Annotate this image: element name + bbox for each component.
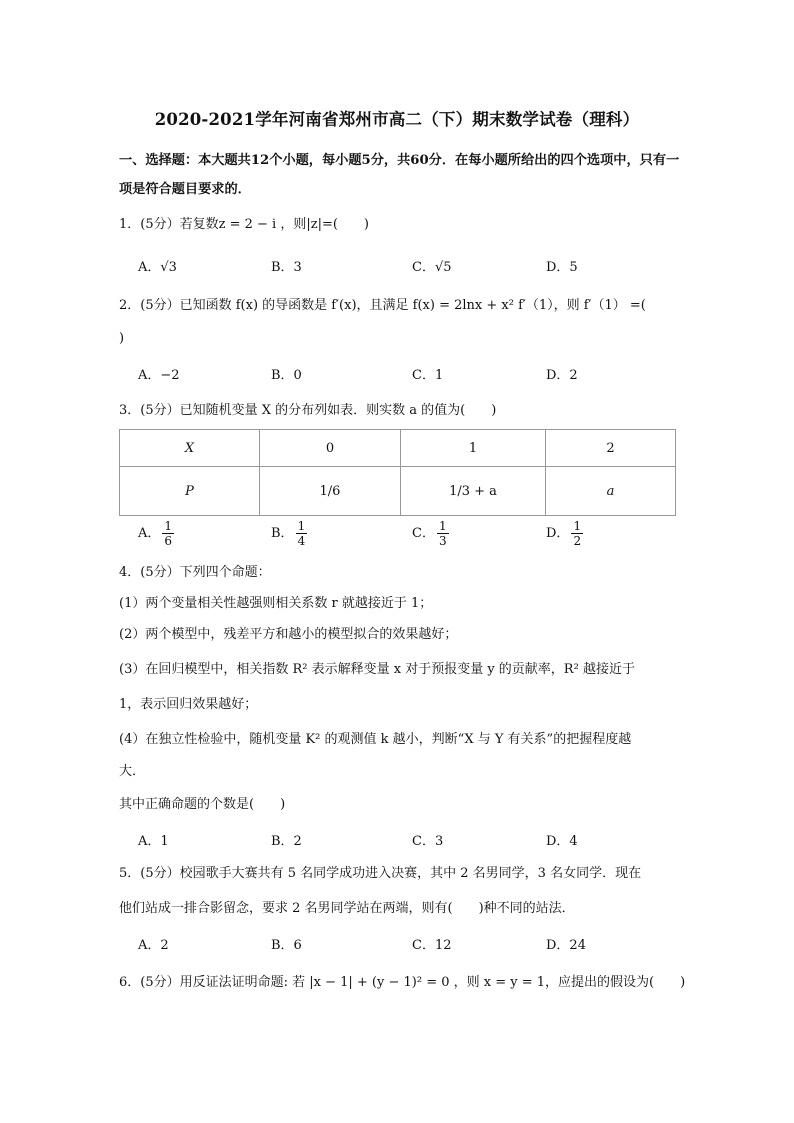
q4-question: 其中正确命题的个数是( ) <box>119 797 286 812</box>
q4-option-d: D．4 <box>546 834 578 849</box>
question-3-options <box>138 519 698 548</box>
table-row <box>120 467 676 516</box>
q1-option-c: C．√5 <box>412 260 452 275</box>
section-heading: 一、选择题：本大题共12个小题，每小题5分，共60分．在每小题所给出的四个选项中，只有一项是符合题目要求的． <box>119 153 680 197</box>
question-1-options <box>138 256 698 274</box>
q5-option-b: B．6 <box>271 938 302 953</box>
q4-statement-2: (2）两个模型中，残差平方和越小的模型拟合的效果越好； <box>119 627 458 642</box>
q4-statement-3: (3）在回归模型中，相关指数 R² 表示解释变量 x 对于预报变量 y 的贡献率，R² 越接近于 <box>119 662 635 677</box>
question-4-options <box>138 830 698 848</box>
q1-option-d: D．5 <box>546 260 578 275</box>
q3-option-c: C． $\frac{1}{3}$ <box>412 519 447 548</box>
question-2-stem-cont: ) <box>119 331 125 346</box>
table-cell: 0 <box>260 430 401 467</box>
q4-statement-4-cont: 大． <box>119 764 146 779</box>
table-cell: 2 <box>546 430 676 467</box>
question-5-stem-cont: 他们站成一排合影留念，要求 2 名男同学站在两端，则有( )种不同的站法． <box>119 901 575 916</box>
table-row <box>120 430 676 467</box>
q3-option-a: A． $\frac{1}{6}$ <box>138 519 173 548</box>
q2-option-a: A．−2 <box>138 368 180 383</box>
exam-title: 2020-2021学年河南省郑州市高二（下）期末数学试卷（理科） <box>154 110 640 129</box>
table-cell: a <box>546 467 676 516</box>
q5-option-d: D．24 <box>546 938 586 953</box>
q4-option-c: C．3 <box>412 834 444 849</box>
table-cell: 1/3 + a <box>401 467 546 516</box>
q5-option-a: A．2 <box>138 938 169 953</box>
question-6-stem: 6．(5分）用反证法证明命题: 若 |x − 1| + (y − 1)² = 0 ，则 x = y = 1，应提出的假设为( ) <box>119 975 686 990</box>
question-1-stem: 1．(5分）若复数z = 2 − i ，则|z|=( ) <box>119 217 369 232</box>
q1-option-b: B．3 <box>271 260 302 275</box>
distribution-table <box>119 429 676 516</box>
q2-option-d: D．2 <box>546 368 578 383</box>
q3-option-b: B． $\frac{1}{4}$ <box>271 519 306 548</box>
q4-option-a: A．1 <box>138 834 169 849</box>
question-4-stem: 4．(5分）下列四个命题： <box>119 565 271 580</box>
question-3-stem: 3．(5分）已知随机变量 X 的分布列如表．则实数 a 的值为( ) <box>119 403 497 418</box>
q5-option-c: C．12 <box>412 938 452 953</box>
q1-option-a: A．√3 <box>138 260 177 275</box>
q4-statement-1: (1）两个变量相关性越强则相关系数 r 就越接近于 1； <box>119 596 433 611</box>
q4-statement-3-cont: 1，表示回归效果越好； <box>119 697 258 712</box>
table-cell: X <box>120 430 260 467</box>
table-cell: P <box>120 467 260 516</box>
q3-option-d: D． $\frac{1}{2}$ <box>546 519 582 548</box>
question-5-options <box>138 934 698 952</box>
question-2-options <box>138 364 698 382</box>
q2-option-c: C．1 <box>412 368 444 383</box>
q4-option-b: B．2 <box>271 834 302 849</box>
table-cell: 1 <box>401 430 546 467</box>
question-2-stem: 2．(5分）已知函数 f(x) 的导函数是 f′(x)，且满足 f(x) = 2lnx + x² f′（1），则 f′（1） =( <box>119 298 646 313</box>
q4-statement-4: (4）在独立性检验中，随机变量 K² 的观测值 k 越小，判断“X 与 Y 有关系”的把握程度越 <box>119 732 632 747</box>
question-5-stem: 5．(5分）校园歌手大赛共有 5 名同学成功进入决赛，其中 2 名男同学，3 名女同学．现在 <box>119 866 642 881</box>
table-cell: 1/6 <box>260 467 401 516</box>
q2-option-b: B．0 <box>271 368 302 383</box>
